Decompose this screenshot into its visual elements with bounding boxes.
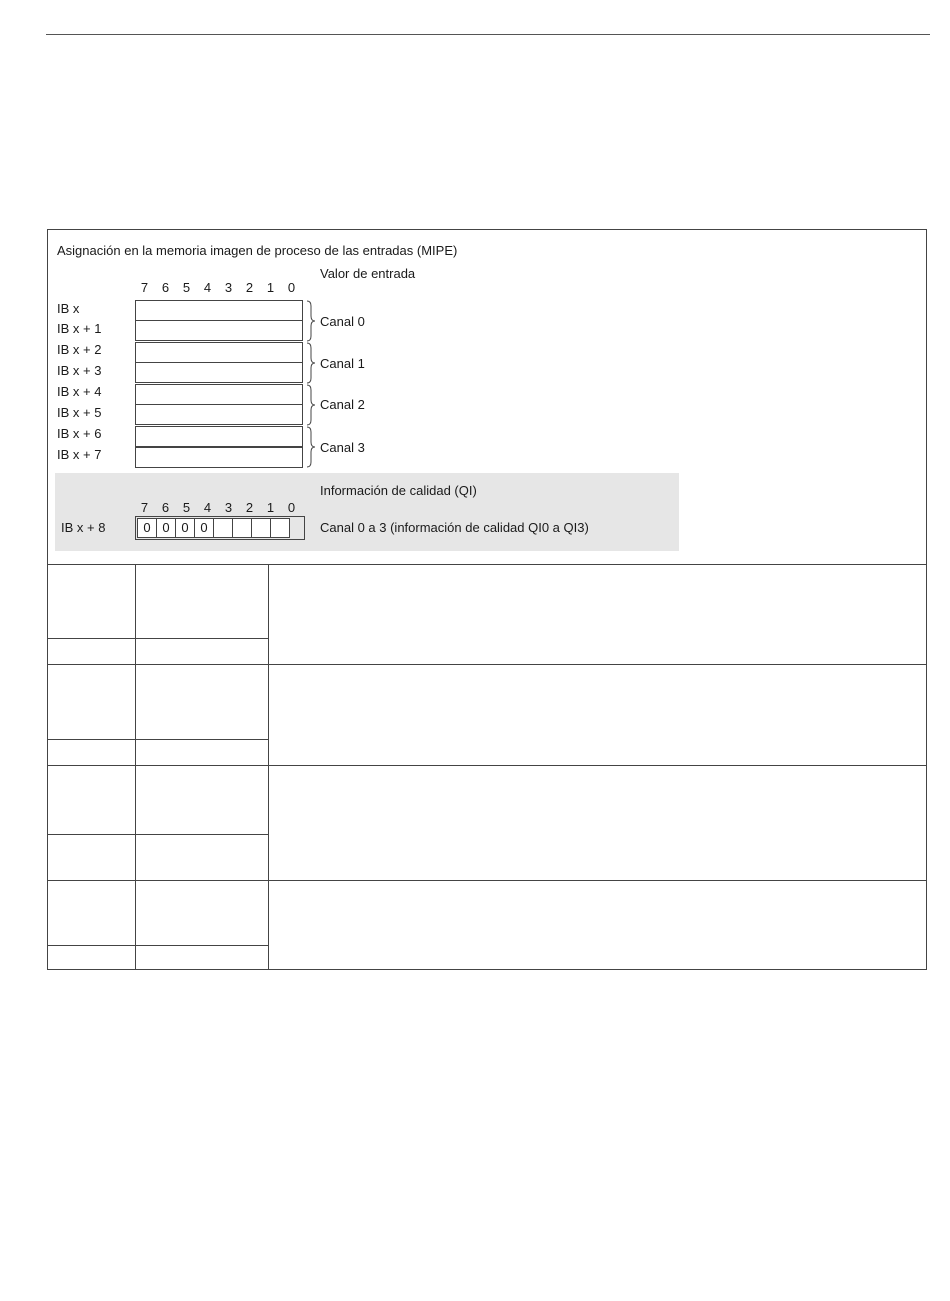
byte-label: IB x + 6 (57, 426, 102, 441)
bit-label: 4 (203, 280, 212, 295)
qi-cell: 0 (137, 518, 157, 538)
qi-cell (213, 518, 233, 538)
page-header-rule (46, 34, 930, 35)
bit-label: 5 (182, 500, 191, 515)
bit-label: 3 (224, 500, 233, 515)
bit-label: 6 (161, 500, 170, 515)
brace-icon (306, 384, 316, 426)
bit-label: 2 (245, 500, 254, 515)
byte-label: IB x + 4 (57, 384, 102, 399)
table-row-divider (47, 664, 927, 665)
qi-cell (270, 518, 290, 538)
register-byte (135, 384, 303, 405)
qi-byte-label: IB x + 8 (61, 520, 106, 535)
bit-label: 1 (266, 500, 275, 515)
table-row-divider (47, 880, 927, 881)
table-row-divider (47, 765, 927, 766)
qi-cell (251, 518, 271, 538)
byte-label: IB x + 5 (57, 405, 102, 420)
register-byte (135, 426, 303, 447)
bit-label: 4 (203, 500, 212, 515)
register-byte (135, 342, 303, 363)
byte-label: IB x + 7 (57, 447, 102, 462)
qi-cell: 0 (175, 518, 195, 538)
byte-label: IB x (57, 301, 80, 316)
byte-label: IB x + 3 (57, 363, 102, 378)
brace-icon (306, 342, 316, 384)
bit-label: 0 (287, 500, 296, 515)
diagram-title: Asignación en la memoria imagen de proceso de las entradas (MIPE) (57, 243, 458, 258)
register-byte (135, 320, 303, 341)
table-column-divider (268, 564, 269, 970)
table-subrow-divider (47, 945, 268, 946)
byte-label: IB x + 1 (57, 321, 102, 336)
qi-cells (137, 518, 290, 538)
register-byte (135, 300, 303, 321)
value-heading: Valor de entrada (320, 266, 416, 281)
bit-labels (134, 280, 302, 295)
table-row-divider (47, 564, 927, 565)
qi-cell (232, 518, 252, 538)
table-subrow-divider (47, 834, 268, 835)
table-column-divider (135, 564, 136, 970)
register-byte (135, 404, 303, 425)
channel-label: Canal 2 (320, 397, 365, 412)
brace-icon (306, 300, 316, 342)
qi-bit-labels (134, 500, 302, 515)
table-subrow-divider (47, 638, 268, 639)
table-subrow-divider (47, 739, 268, 740)
bit-label: 6 (161, 280, 170, 295)
qi-cell: 0 (194, 518, 214, 538)
qi-cell: 0 (156, 518, 176, 538)
byte-label: IB x + 2 (57, 342, 102, 357)
bit-label: 3 (224, 280, 233, 295)
bit-label: 0 (287, 280, 296, 295)
bit-label: 2 (245, 280, 254, 295)
bit-label: 1 (266, 280, 275, 295)
bit-label: 7 (140, 500, 149, 515)
channel-label: Canal 3 (320, 440, 365, 455)
bit-label: 5 (182, 280, 191, 295)
channel-label: Canal 0 (320, 314, 365, 329)
register-byte (135, 447, 303, 468)
register-byte (135, 362, 303, 383)
brace-icon (306, 426, 316, 468)
qi-heading: Información de calidad (QI) (320, 483, 477, 498)
qi-description: Canal 0 a 3 (información de calidad QI0 a QI3) (320, 520, 589, 535)
channel-label: Canal 1 (320, 356, 365, 371)
bit-label: 7 (140, 280, 149, 295)
